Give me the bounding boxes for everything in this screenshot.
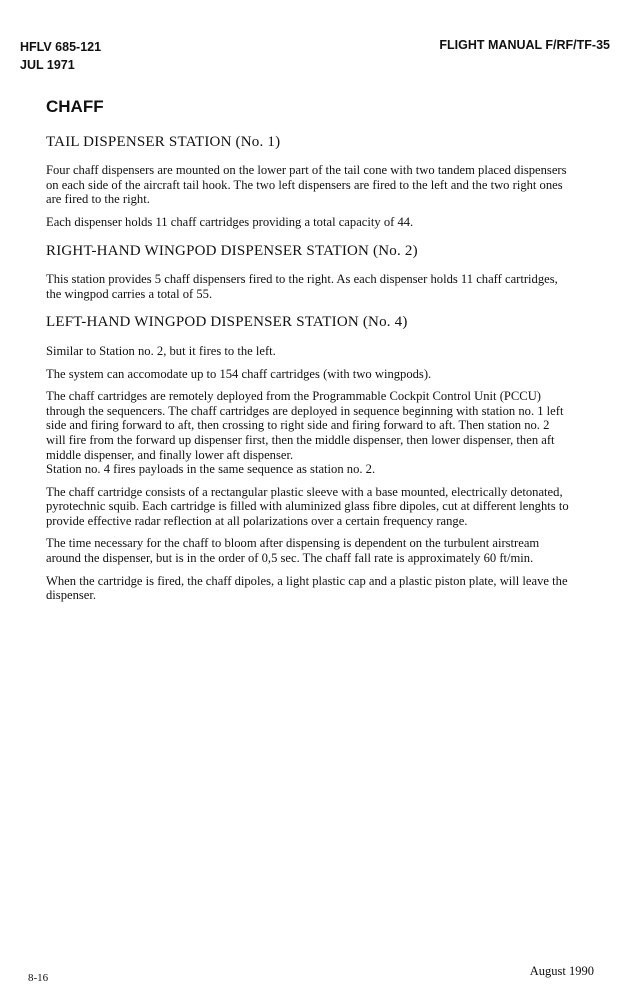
- section-heading: LEFT-HAND WINGPOD DISPENSER STATION (No. 4): [46, 314, 408, 331]
- paragraph: The chaff cartridges are remotely deployed from the Programmable Cockpit Control Unit (PCCU) through the sequencers. The chaff cartridges are deployed in sequence beginning with station no. 1 left side and firing forward to aft, then crossing to right side and firing forward to aft. Then station no. 2 will fire from the forward up dispenser first, then the middle dispenser, then lower dispenser, then aft middle dispenser, and finally lower aft dispenser.: [46, 389, 564, 462]
- paragraph: The system can accomodate up to 154 chaff cartridges (with two wingpods).: [46, 366, 432, 381]
- paragraph: The time necessary for the chaff to bloom after dispensing is dependent on the turbulent airstream around the dispenser, but is in the order of 0,5 sec. The chaff fall rate is approximately 60 ft/min.: [46, 536, 540, 566]
- page-title: CHAFF: [46, 97, 104, 116]
- section-tail-dispenser: [46, 135, 570, 230]
- section-heading: RIGHT-HAND WINGPOD DISPENSER STATION (No. 2): [46, 242, 418, 259]
- section-right-wingpod: [46, 244, 570, 302]
- paragraph: The chaff cartridge consists of a rectangular plastic sleeve with a base mounted, electrically detonated, pyrotechnic squib. Each cartridge is filled with aluminized glass fibre dipoles, cut at different lenghts to provide effective radar reflection at all polarizations over a certain frequency range.: [46, 484, 569, 528]
- page-content: [46, 97, 570, 617]
- page-number: 8-16: [28, 972, 49, 984]
- paragraph: When the cartridge is fired, the chaff dipoles, a light plastic cap and a plastic piston plate, will leave the dispenser.: [46, 573, 568, 603]
- paragraph: This station provides 5 chaff dispensers fired to the right. As each dispenser holds 11 chaff cartridges, the wingpod carries a total of 55.: [46, 272, 558, 301]
- section-heading: TAIL DISPENSER STATION (No. 1): [46, 133, 281, 150]
- revision-date: August 1990: [529, 964, 594, 978]
- paragraph: Station no. 4 fires payloads in the same sequence as station no. 2.: [46, 462, 376, 477]
- paragraph: Each dispenser holds 11 chaff cartridges providing a total capacity of 44.: [46, 214, 414, 229]
- paragraph: Similar to Station no. 2, but it fires to the left.: [46, 343, 276, 358]
- manual-title: FLIGHT MANUAL F/RF/TF-35: [439, 38, 610, 52]
- document-id: HFLV 685-121: [20, 40, 102, 54]
- paragraph: Four chaff dispensers are mounted on the lower part of the tail cone with two tandem placed dispensers on each side of the aircraft tail hook. The two left dispensers are fired to the left and the two right ones are fired to the right.: [46, 163, 567, 207]
- section-left-wingpod: [46, 315, 570, 603]
- document-header-left: [20, 38, 101, 74]
- document-date: JUL 1971: [20, 58, 75, 72]
